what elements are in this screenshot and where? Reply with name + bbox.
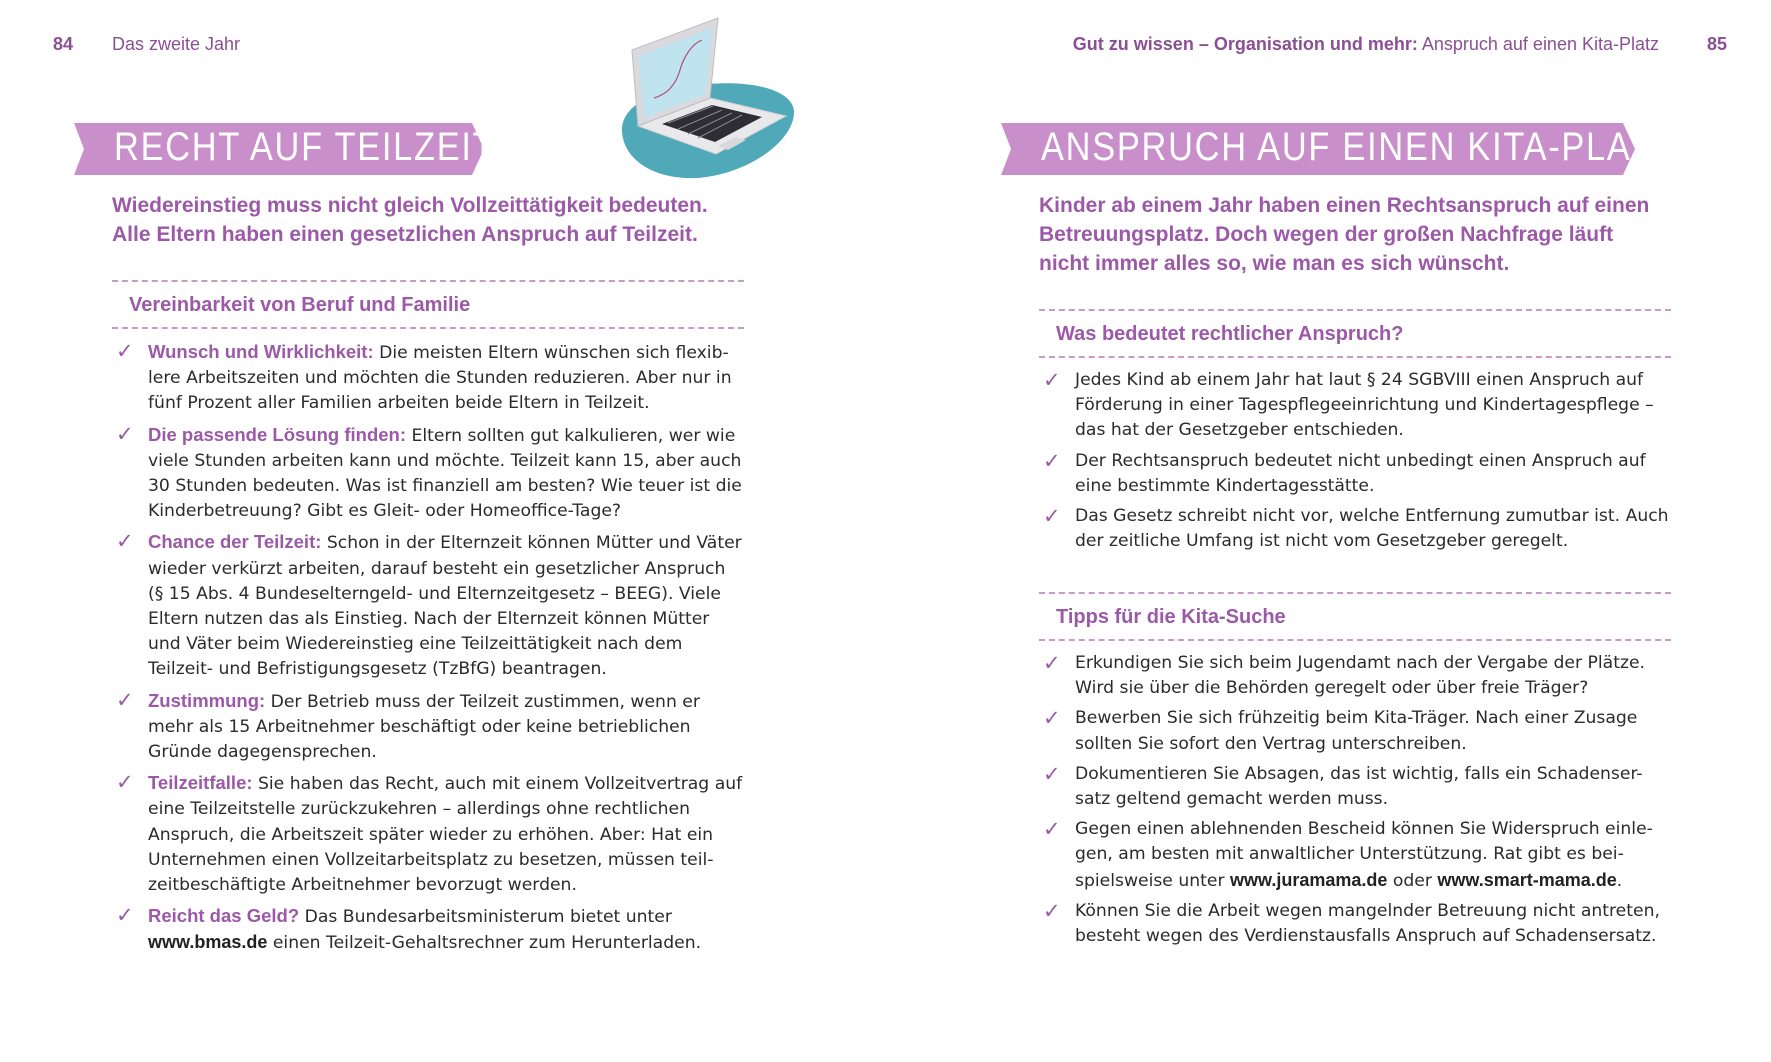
page-title-right: ANSPRUCH AUF EINEN KITA-PLATZ [1041,125,1675,169]
item-text: Gründe dagegensprechen. [148,742,377,763]
section-heading-left: Vereinbarkeit von Beruf und Familie [112,280,744,329]
page-number-right: 85 [1707,34,1728,54]
section-right-2 [1039,592,1671,954]
item-text: nach dem Teilzeit- und Befristigungsgesetz (TzBfG) beantragen. [148,634,683,680]
checkmark-icon: ✓ [1043,504,1061,529]
item-text: BEEG). Viele Eltern nutzen das als Einstieg. Nach der Elternzeit [148,583,721,630]
item-text: sollten Sie sofort den Vertrag unterschreiben. [1075,733,1467,754]
checkmark-icon: ✓ [1043,448,1061,473]
page-number-left: 84 [53,34,74,54]
juramama-link[interactable]: www.juramama.de [1229,869,1388,890]
item-text: Gegen einen ablehnenden Bescheid können Sie Widerspruch einle- [1075,819,1653,840]
item-label: Die passende Lösung finden: [148,423,406,445]
checkmark-icon: ✓ [116,529,134,554]
checklist-right-1 [1039,368,1671,554]
item-text: Bewerben Sie sich frühzeitig beim Kita-Träger. Nach einer Zusage [1075,708,1638,729]
checklist-left [112,339,744,957]
list-item [112,903,744,956]
section-heading-right-2: Tipps für die Kita-Suche [1039,592,1671,641]
item-text: Jedes Kind ab einem Jahr hat laut § 24 SGBVIII einen Anspruch auf [1075,370,1644,390]
item-text: das hat der Gesetzgeber entschieden. [1075,420,1404,441]
smart-mama-link[interactable]: www.smart-mama.de [1437,869,1617,890]
list-item [112,529,744,682]
item-text: auf eine Teilzeitstelle zurückzukehren – allerdings ohne rechtlichen [148,774,743,820]
page-title-left: RECHT AUF TEILZEIT [114,125,496,169]
item-text: ist die Kinderbetreuung? Gibt es Gleit- oder Homeoffice-Tage? [148,476,742,522]
checkmark-icon: ✓ [116,903,134,928]
item-text: Eltern sollten gut kalkulieren, wer wie [411,425,736,446]
item-text: . [1616,870,1623,891]
list-item [112,422,744,525]
item-text: Schon in der Elternzeit können Mütter und [326,533,691,554]
checkmark-icon: ✓ [1043,706,1061,731]
item-text: Das Bundesarbeitsministerum bietet unter [304,907,672,928]
item-text: lere Arbeitszeiten und möchten die Stunden reduzieren. Aber nur in [148,368,732,389]
laptop-illustration-icon [618,14,802,188]
item-text: Dokumentieren Sie Absagen, das ist wichtig, falls ein Schadenser- [1075,763,1643,784]
item-label: Zustimmung: [148,689,266,711]
lead-paragraph-right [1039,191,1679,278]
checkmark-icon: ✓ [116,687,134,712]
item-text: besteht wegen des Verdienstausfalls Anspruch auf Schadensersatz. [1075,926,1657,947]
lead-line: nicht immer alles so, wie man es sich wünscht. [1039,252,1510,275]
item-text: satz geltend gemacht werden muss. [1075,789,1389,810]
item-label: Teilzeitfalle: [148,772,253,794]
item-text: Erkundigen Sie sich beim Jugendamt nach der Vergabe der Plätze. [1075,653,1645,673]
lead-paragraph-left [112,191,752,249]
list-item [1039,762,1671,812]
checkmark-icon: ✓ [1043,817,1061,842]
item-text: mehr als 15 Arbeitnehmer beschäftigt oder keine betrieblichen [148,716,691,737]
lead-line: Alle Eltern haben einen gesetzlichen Anspruch auf Teilzeit. [112,223,698,246]
list-item [1039,504,1671,554]
list-item [1039,899,1671,949]
item-text: viele Stunden arbeiten kann und möchte. Teilzeit kann 15, aber [148,450,695,471]
item-text: Anspruch, die Arbeitszeit später wieder zu erhöhen. Aber: Hat ein [148,824,714,845]
section-right-1 [1039,309,1671,559]
item-label: Chance der Teilzeit: [148,531,322,553]
running-head-right-bold: Gut zu wissen – Organisation und mehr: [1072,34,1418,54]
lead-line: Wiedereinstieg muss nicht gleich Vollzeittätigkeit bedeuten. [112,194,708,217]
bmas-link[interactable]: www.bmas.de [148,932,268,953]
list-item [1039,817,1671,894]
list-item [112,770,744,898]
item-text: Unternehmen einen Vollzeitarbeitsplatz zu besetzen, müssen teil- [148,849,714,870]
item-text: spielsweise unter [1075,870,1225,891]
lead-line: Kinder ab einem Jahr haben einen Rechtsanspruch auf einen [1039,194,1650,217]
section-left [112,280,744,962]
item-label: Wunsch und Wirklichkeit: [148,341,374,362]
item-text: Der Betrieb muss der Teilzeit zustimmen, wenn er [270,691,700,712]
list-item [1039,651,1671,701]
lead-line: Betreuungsplatz. Doch wegen der großen Nachfrage läuft [1039,223,1614,246]
item-text: Sie haben das Recht, auch mit einem Vollzeitvertrag [257,774,710,795]
item-text: gen, am besten mit anwaltlicher Unterstützung. Rat gibt es bei- [1075,844,1624,865]
title-banner-left [74,121,496,177]
item-text: Auch der zeitliche Umfang ist nicht vom Gesetzgeber geregelt. [1075,506,1669,552]
item-text: eine bestimmte Kindertagesstätte. [1075,475,1375,496]
checkmark-icon: ✓ [1043,761,1061,786]
item-text: Anspruch (§ 15 Abs. 4 Bundeselterngeld- und Elternzeitgesetz – [148,558,726,604]
item-text: zeitbeschäftigte Arbeitnehmer bevorzugt werden. [148,875,577,896]
item-text: fünf Prozent aller Familien arbeiten beide Eltern in Teilzeit. [148,393,650,414]
item-text: oder [1392,870,1432,891]
running-head-left: Das zweite Jahr [112,34,241,54]
item-text: Förderung in einer Tagespflegeeinrichtung und Kindertagespflege – [1075,395,1654,416]
item-text: auch 30 Stunden bedeuten. Was ist finanziell am besten? Wie teuer [148,450,742,497]
item-text: Wird sie über die Behörden geregelt oder über freie Träger? [1075,678,1589,699]
checkmark-icon: ✓ [1043,651,1061,675]
item-text: können Mütter und Väter beim Wiedereinstieg eine Teilzeittätigkeit [148,609,710,655]
list-item [1039,368,1671,444]
item-text: Können Sie die Arbeit wegen mangelnder Betreuung nicht antreten, [1075,900,1660,921]
title-banner-right [1001,121,1675,177]
checkmark-icon: ✓ [116,770,134,795]
checkmark-icon: ✓ [1043,368,1061,392]
checklist-right-2 [1039,651,1671,949]
checkmark-icon: ✓ [116,421,134,446]
list-item [112,339,744,417]
list-item [1039,449,1671,499]
item-text: einen Teilzeit-Gehaltsrechner zum Herunterladen. [272,933,702,954]
section-heading-right-1: Was bedeutet rechtlicher Anspruch? [1039,309,1671,358]
list-item [112,688,744,766]
item-label: Reicht das Geld? [148,905,300,927]
list-item [1039,706,1671,756]
item-text: Väter wieder verkürzt arbeiten, darauf besteht ein gesetzlicher [148,533,742,579]
checkmark-icon: ✓ [1043,898,1061,923]
running-head-right [1073,34,1659,55]
item-text: Der Rechtsanspruch bedeutet nicht unbedingt einen Anspruch auf [1075,450,1646,471]
running-head-right-regular: Anspruch auf einen Kita-Platz [1421,34,1659,54]
item-text: Die meisten Eltern wünschen sich flexib- [379,343,729,363]
item-text: Das Gesetz schreibt nicht vor, welche Entfernung zumutbar ist. [1075,506,1621,527]
checkmark-icon: ✓ [116,339,134,363]
